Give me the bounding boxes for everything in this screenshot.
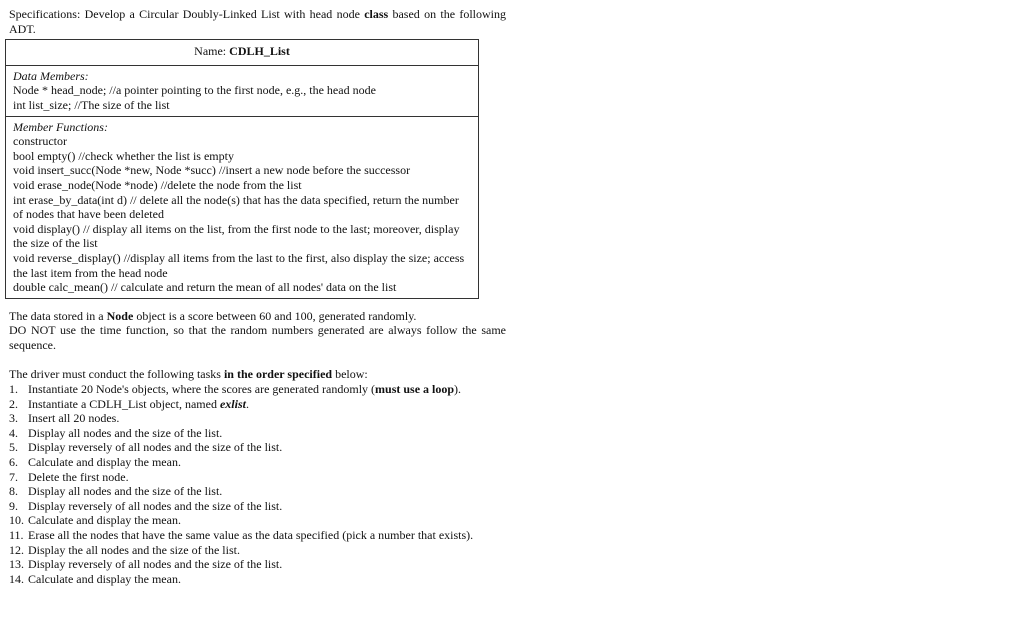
data-members-title: Data Members: (13, 68, 89, 83)
task-item-4 (9, 426, 506, 441)
spec-intro-text: Specifications: Develop a Circular Doubly-Linked List with head node (9, 7, 365, 21)
task-item-7 (9, 470, 506, 485)
task-number: 1. (9, 382, 18, 397)
document (9, 7, 506, 586)
task-number: 8. (9, 484, 18, 499)
member-function-erase-by-data: int erase_by_data(int d) // delete all the node(s) that has the data specified, return the number of nodes that have been deleted (13, 192, 459, 222)
task-item-13 (9, 557, 506, 572)
spec-class-keyword: class (364, 7, 389, 21)
node-para-text: The data stored in a (9, 308, 107, 323)
task-text: Display all nodes and the size of the list. (28, 484, 223, 499)
task-text-end: . (245, 396, 249, 411)
task-item-3 (9, 411, 506, 426)
task-item-2 (9, 397, 506, 412)
task-text: Delete the first node. (28, 469, 129, 484)
driver-order-emphasis: in the order specified (223, 367, 333, 382)
task-number: 12. (9, 542, 24, 557)
member-function-display: void display() // display all items on the list, from the first node to the last; moreover, display the size of the list (13, 221, 460, 251)
task-text: Display reversely of all nodes and the size of the list. (28, 440, 283, 455)
task-text: Display reversely of all nodes and the size of the list. (28, 498, 283, 513)
task-item-1 (9, 382, 506, 397)
member-function-erase-node: void erase_node(Node *node) //delete the node from the list (13, 177, 302, 192)
task-item-8 (9, 484, 506, 499)
task-item-14 (9, 572, 506, 587)
adt-member-functions-section (6, 116, 478, 298)
task-number: 5. (9, 440, 18, 455)
task-number: 6. (9, 455, 18, 470)
task-list (9, 470, 506, 528)
task-text: Display the all nodes and the size of the list. (28, 542, 240, 557)
task-text: Calculate and display the mean. (28, 455, 181, 470)
task-number: 11. (9, 528, 24, 542)
task-text-end: ). (454, 382, 462, 397)
driver-text: The driver must conduct the following tasks (9, 367, 224, 382)
task-number: 10. (9, 513, 24, 528)
task-number: 7. (9, 469, 18, 484)
member-function-empty: bool empty() //check whether the list is empty (13, 148, 234, 163)
task-text: Erase all the nodes that have the same value as the data specified (pick a number that exists). (28, 528, 474, 542)
task-item-6 (9, 455, 506, 470)
task-text: Calculate and display the mean. (28, 513, 181, 528)
time-function-paragraph: DO NOT use the time function, so that the random numbers generated are always follow the same sequence. (9, 323, 506, 352)
task-text: Insert all 20 nodes. (28, 411, 120, 426)
task-list (9, 528, 506, 586)
member-function-calc-mean: double calc_mean() // calculate and return the mean of all nodes' data on the list (13, 280, 397, 295)
task-number: 14. (9, 571, 24, 586)
adt-name-row (6, 40, 478, 65)
adt-name-label: Name: (194, 44, 230, 59)
member-function-reverse-display: void reverse_display() //display all items from the last to the first, also display the size; access the last item from the head node (13, 250, 465, 280)
task-text: Display reversely of all nodes and the size of the list. (28, 557, 283, 572)
driver-end-text: below: (332, 367, 368, 382)
driver-paragraph (9, 367, 506, 382)
task-number: 9. (9, 498, 18, 513)
task-number: 2. (9, 396, 18, 411)
task-text: Calculate and display the mean. (28, 571, 181, 586)
specification-paragraph (9, 7, 506, 36)
node-keyword: Node (106, 308, 134, 323)
task-item-9 (9, 499, 506, 514)
task-list (9, 382, 506, 470)
adt-table (5, 39, 479, 299)
task-text: Instantiate 20 Node's objects, where the scores are generated randomly ( (28, 382, 376, 397)
node-para-end-text: object is a score between 60 and 100, generated randomly. (133, 308, 417, 323)
task-text: Display all nodes and the size of the list. (28, 425, 223, 440)
task-number: 13. (9, 557, 24, 572)
adt-class-name: CDLH_List (229, 44, 290, 59)
task-item-5 (9, 440, 506, 455)
data-member-list-size: int list_size; //The size of the list (13, 97, 170, 112)
spec-intro-end-text: based on the following ADT. (9, 7, 506, 36)
node-description-paragraph (9, 309, 506, 324)
task-number: 4. (9, 425, 18, 440)
member-function-constructor: constructor (13, 134, 67, 149)
task-object-name: exlist (219, 396, 246, 411)
task-item-12 (9, 543, 506, 558)
member-functions-title: Member Functions: (13, 119, 108, 134)
task-emphasis: must use a loop (375, 382, 455, 397)
member-function-insert-succ: void insert_succ(Node *new, Node *succ) //insert a new node before the successor (13, 163, 411, 178)
task-text: Instantiate a CDLH_List object, named (28, 396, 220, 411)
data-member-head-node: Node * head_node; //a pointer pointing to the first node, e.g., the head node (13, 83, 376, 98)
task-item-10 (9, 513, 506, 528)
adt-data-members-section (6, 65, 478, 116)
task-number: 3. (9, 411, 18, 426)
task-item-11 (9, 528, 506, 543)
